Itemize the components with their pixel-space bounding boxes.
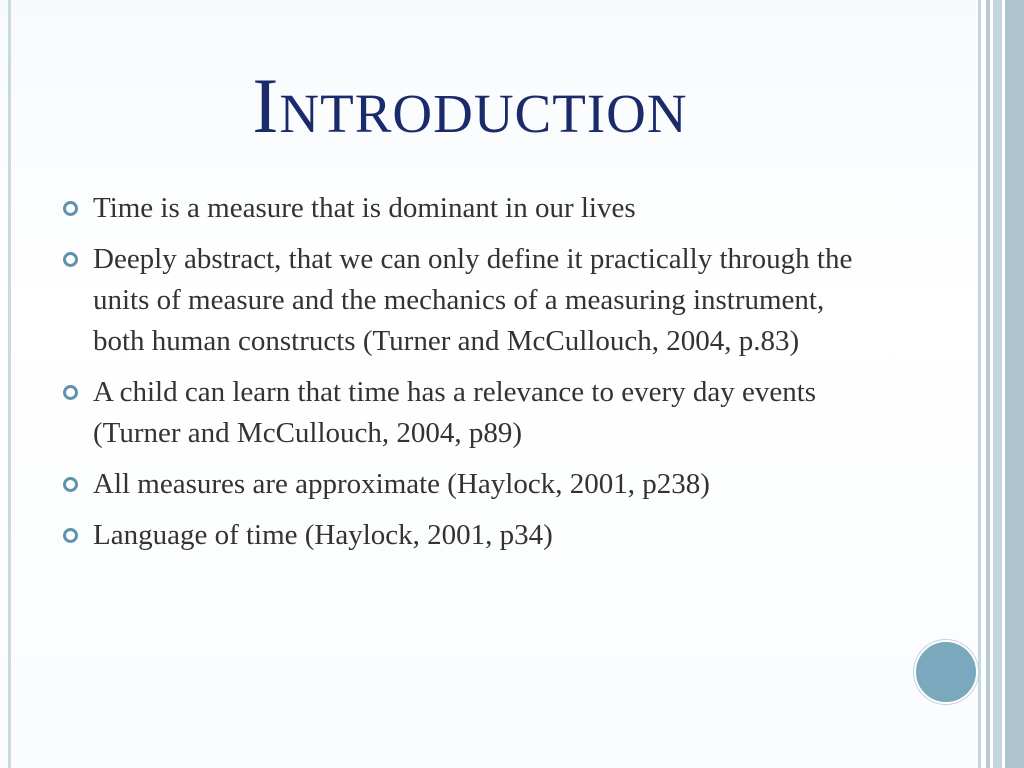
circle-bullet-icon — [63, 477, 78, 492]
slide-title: Introduction — [252, 62, 688, 149]
circle-bullet-icon — [63, 252, 78, 267]
bullet-list — [60, 188, 880, 566]
bullet-item — [60, 188, 880, 229]
bullet-item — [60, 372, 880, 454]
circle-bullet-icon — [63, 385, 78, 400]
bullet-text: Language of time (Haylock, 2001, p34) — [93, 519, 553, 551]
bullet-item — [60, 515, 880, 556]
decorative-circle — [914, 640, 978, 704]
bullet-item — [60, 464, 880, 505]
bullet-text: All measures are approximate (Haylock, 2001, p238) — [93, 468, 710, 500]
right-frame-stripes — [976, 0, 1024, 768]
circle-bullet-icon — [63, 201, 78, 216]
bullet-text: Time is a measure that is dominant in our lives — [93, 192, 636, 224]
bullet-item — [60, 239, 880, 362]
circle-bullet-icon — [63, 528, 78, 543]
bullet-text: Deeply abstract, that we can only define it practically through the units of measure and the mechanics of a measuring instrument, both human constructs (Turner and McCullouch, 2004, p.83) — [93, 243, 853, 357]
bullet-text: A child can learn that time has a relevance to every day events (Turner and McCullouch, 2004, p89) — [93, 376, 817, 449]
